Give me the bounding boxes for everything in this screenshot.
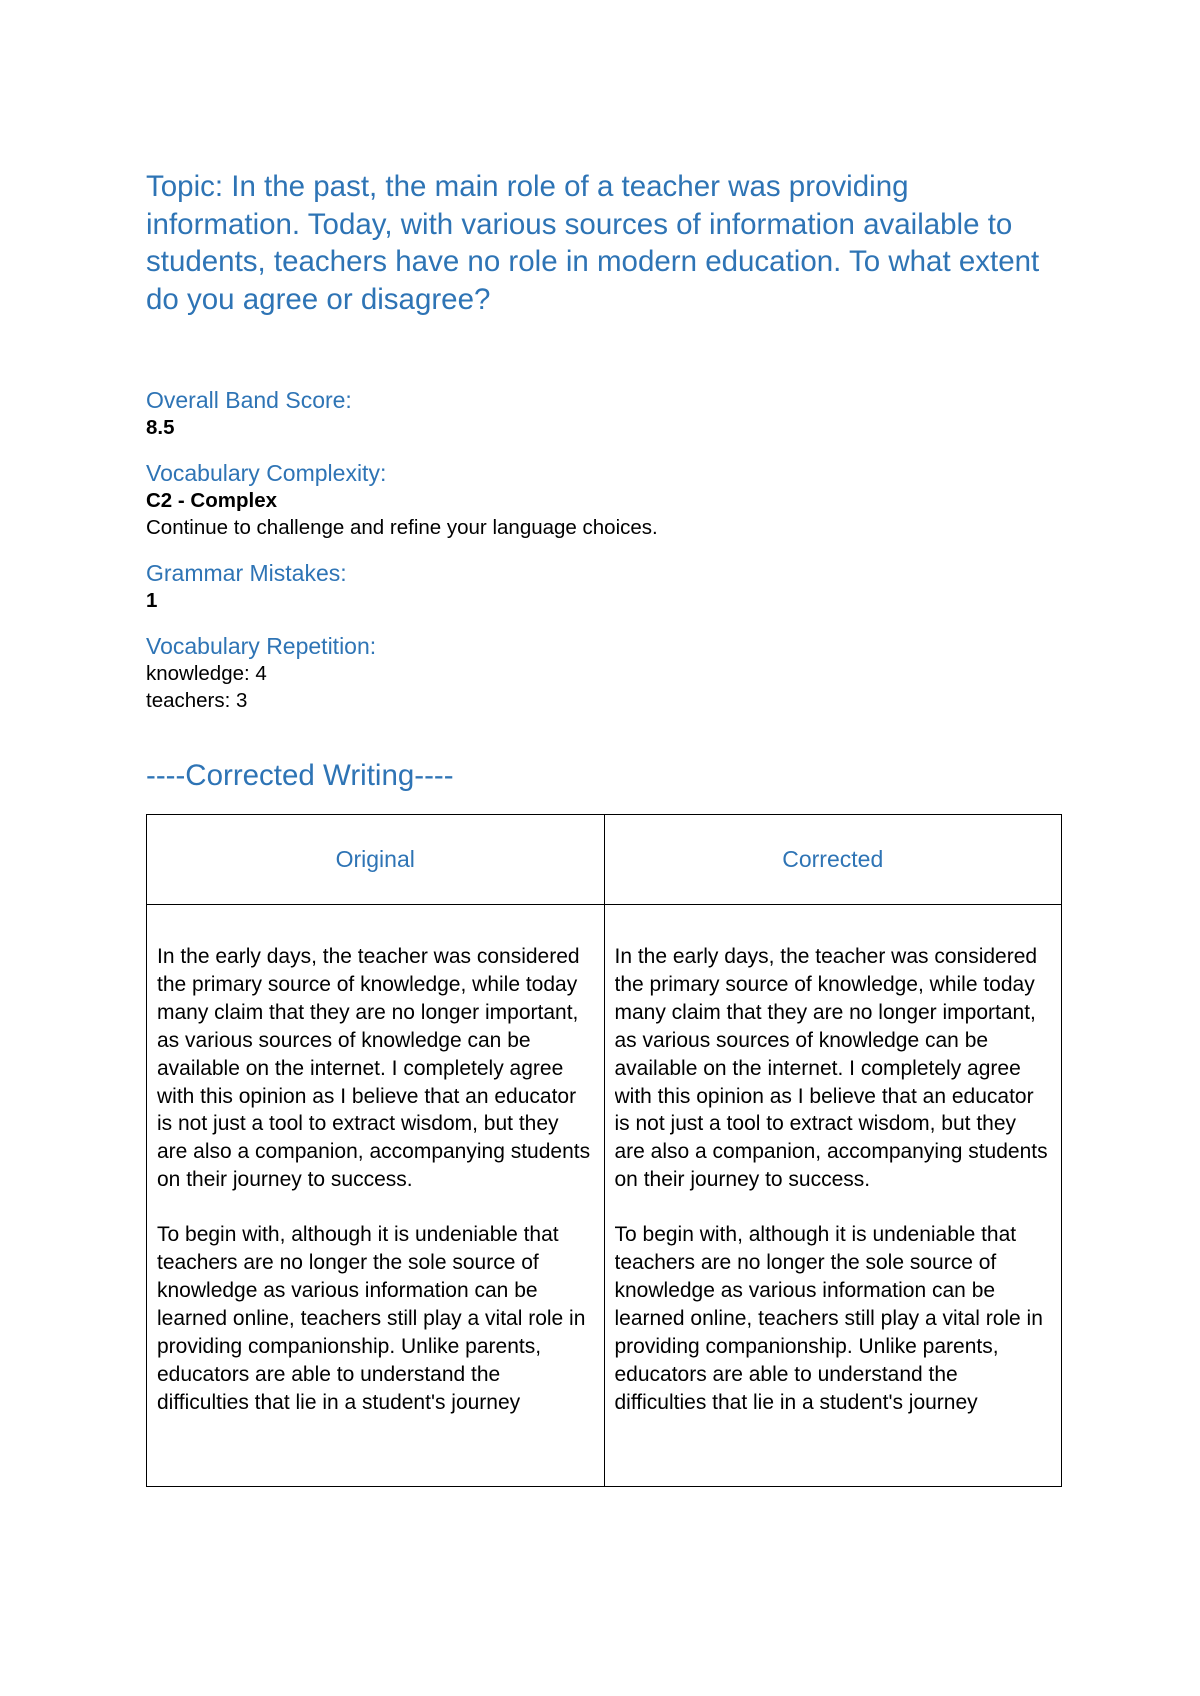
original-paragraph: In the early days, the teacher was considered the primary source of knowledge, while today many claim that they are no longer important, as various sources of knowledge can be available on the internet. I completely agree with this opinion as I believe that an educator is not just a tool to extract wisdom, but they are also a companion, accompanying students on their journey to success. (157, 945, 591, 1192)
corrected-paragraph: In the early days, the teacher was considered the primary source of knowledge, while today many claim that they are no longer important, as various sources of knowledge can be available on the internet. I completely agree with this opinion as I believe that an educator is not just a tool to extract wisdom, but they are also a companion, accompanying students on their journey to success. (614, 945, 1048, 1192)
corrected-column-header: Corrected (604, 815, 1062, 905)
repetition-item: knowledge: 4 (146, 662, 267, 685)
spacer (146, 441, 1062, 459)
corrected-writing-heading: ----Corrected Writing---- (146, 759, 454, 792)
overall-band-label: Overall Band Score: (146, 387, 352, 413)
overall-band-value: 8.5 (146, 416, 175, 439)
document-page (146, 168, 1062, 1487)
grammar-value: 1 (146, 589, 158, 612)
vocab-complexity-section (146, 459, 1062, 541)
corrected-paragraph: To begin with, although it is undeniable that teachers are no longer the sole source of knowledge as various information can be learned online, teachers still play a vital role in providing companionship. Unlike parents, educators are able to understand the difficulties that lie in a student's journey (614, 1223, 1043, 1414)
spacer (146, 714, 1062, 758)
repetition-label: Vocabulary Repetition: (146, 633, 377, 659)
table-row (147, 905, 1062, 1487)
overall-band-section (146, 386, 1062, 441)
spacer (146, 318, 1062, 386)
original-column-header: Original (147, 815, 605, 905)
repetition-item: teachers: 3 (146, 689, 248, 712)
spacer (146, 794, 1062, 814)
spacer (146, 541, 1062, 559)
vocab-complexity-label: Vocabulary Complexity: (146, 460, 387, 486)
vocab-complexity-advice: Continue to challenge and refine your language choices. (146, 516, 658, 539)
corrected-text-content (615, 943, 1052, 1486)
spacer (146, 614, 1062, 632)
repetition-section (146, 632, 1062, 714)
original-text-content (157, 943, 594, 1486)
original-paragraph: To begin with, although it is undeniable that teachers are no longer the sole source of knowledge as various information can be learned online, teachers still play a vital role in providing companionship. Unlike parents, educators are able to understand the difficulties that lie in a student's journey (157, 1223, 586, 1414)
vocab-complexity-level: C2 - Complex (146, 489, 277, 512)
table-header-row (147, 815, 1062, 905)
topic-heading: Topic: In the past, the main role of a teacher was providing information. Today, with various sources of information available to students, teachers have no role in modern education. To what extent do you agree or disagree? (146, 170, 1040, 316)
grammar-label: Grammar Mistakes: (146, 560, 347, 586)
original-text-cell (147, 905, 605, 1487)
grammar-section (146, 559, 1062, 614)
corrected-text-cell (604, 905, 1062, 1487)
comparison-table (146, 814, 1062, 1487)
